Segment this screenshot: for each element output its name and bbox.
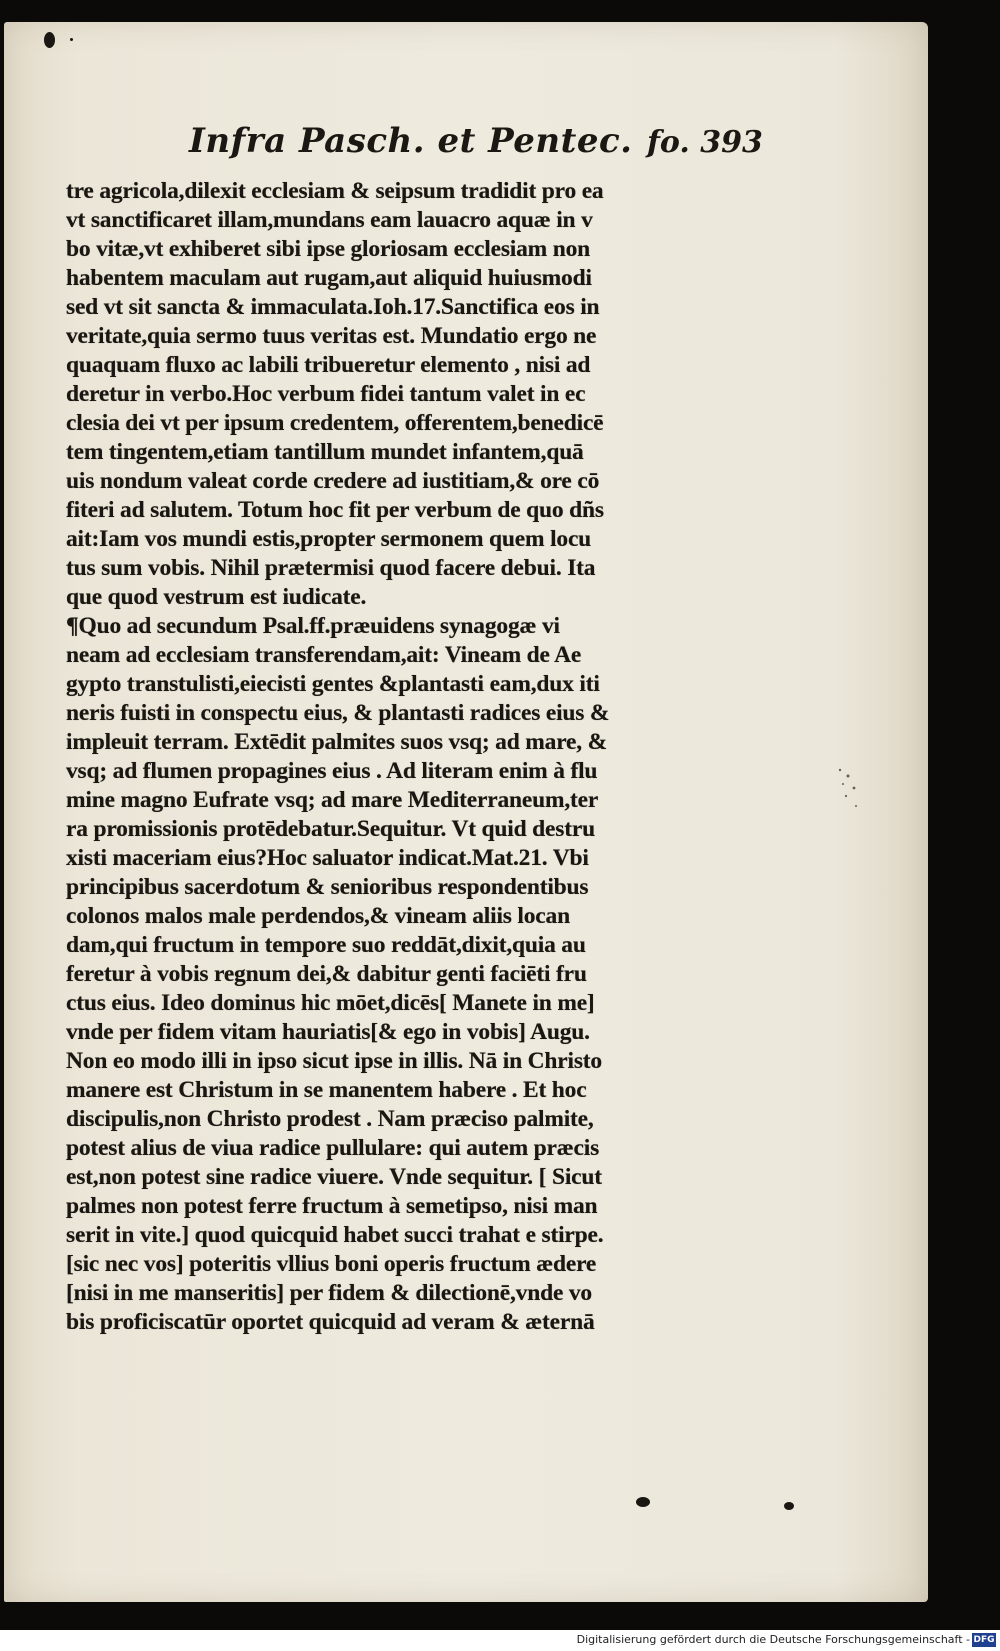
- text-line: uis nondum valeat corde credere ad iustitiam,& ore cō: [66, 468, 600, 494]
- text-line: impleuit terram. Extēdit palmites suos vsq; ad mare, &: [66, 729, 607, 755]
- book-page: [4, 22, 928, 1602]
- text-line: feretur à vobis regnum dei,& dabitur genti faciēti fru: [66, 961, 587, 987]
- folio-number: fo. 393: [647, 125, 763, 160]
- text-line: palmes non potest ferre fructum à semetipso, nisi man: [66, 1193, 598, 1219]
- margin-ink-marks: [834, 762, 864, 822]
- text-line: bis proficiscatūr oportet quicquid ad veram & æternā: [66, 1309, 595, 1335]
- digitization-note: Digitalisierung gefördert durch die Deutsche Forschungsgemeinschaft -: [576, 1633, 970, 1646]
- text-line: veritate,quia sermo tuus veritas est. Mundatio ergo ne: [66, 323, 597, 349]
- digitization-footer: [0, 1630, 1000, 1651]
- text-line: dam,qui fructum in tempore suo reddāt,dixit,quia au: [66, 932, 586, 958]
- text-line: serit in vite.] quod quicquid habet succi trahat e stirpe.: [66, 1222, 604, 1248]
- text-line: ¶Quo ad secundum Psal.ff.præuidens synagogæ vi: [66, 613, 560, 639]
- text-line: ait:Iam vos mundi estis,propter sermonem quem locu: [66, 526, 592, 552]
- text-line: fiteri ad salutem. Totum hoc fit per verbum de quo dñs: [66, 497, 604, 523]
- text-line: tem tingentem,etiam tantillum mundet infantem,quā: [66, 439, 584, 465]
- text-line: deretur in verbo.Hoc verbum fidei tantum valet in ec: [66, 381, 586, 407]
- text-line: bo vitæ,vt exhiberet sibi ipse gloriosam ecclesiam non: [66, 236, 591, 262]
- dfg-logo: DFG: [973, 1635, 995, 1645]
- ink-spot: [784, 1502, 794, 1510]
- text-line: quaquam fluxo ac labili tribueretur elemento , nisi ad: [66, 352, 591, 378]
- text-line: sed vt sit sancta & immaculata.Ioh.17.Sanctifica eos in: [66, 294, 600, 320]
- text-line: tus sum vobis. Nihil prætermisi quod facere debui. Ita: [66, 555, 596, 581]
- text-line: que quod vestrum est iudicate.: [66, 584, 367, 610]
- text-line: principibus sacerdotum & senioribus respondentibus: [66, 874, 589, 900]
- text-line: vsq; ad flumen propagines eius . Ad literam enim à flu: [66, 758, 598, 784]
- text-block: [66, 177, 746, 1337]
- text-line: est,non potest sine radice viuere. Vnde sequitur. [ Sicut: [66, 1164, 602, 1190]
- text-line: ra promissionis protēdebatur.Sequitur. Vt quid destru: [66, 816, 595, 842]
- ink-spot: [636, 1497, 650, 1507]
- text-line: neris fuisti in conspectu eius, & plantasti radices eius &: [66, 700, 610, 726]
- text-line: vt sanctificaret illam,mundans eam lauacro aquæ in v: [66, 207, 593, 233]
- ink-spot: [70, 38, 73, 41]
- text-line: tre agricola,dilexit ecclesiam & seipsum tradidit pro ea: [66, 178, 604, 204]
- text-line: clesia dei vt per ipsum credentem, offerentem,benedicē: [66, 410, 604, 436]
- text-line: Non eo modo illi in ipso sicut ipse in illis. Nā in Christo: [66, 1048, 602, 1074]
- text-line: mine magno Eufrate vsq; ad mare Mediterraneum,ter: [66, 787, 599, 813]
- text-line: colonos malos male perdendos,& vineam aliis locan: [66, 903, 570, 929]
- text-line: neam ad ecclesiam transferendam,ait: Vineam de Ae: [66, 642, 582, 668]
- running-head: [169, 115, 769, 175]
- text-line: xisti maceriam eius?Hoc saluator indicat.Mat.21. Vbi: [66, 845, 589, 871]
- running-title: Infra Pasch. et Pentec.: [189, 121, 633, 161]
- text-line: vnde per fidem vitam hauriatis[& ego in vobis] Augu.: [66, 1019, 590, 1045]
- text-line: [nisi in me manseritis] per fidem & dilectionē,vnde vo: [66, 1280, 592, 1306]
- text-line: [sic nec vos] poteritis vllius boni operis fructum ædere: [66, 1251, 597, 1277]
- text-line: manere est Christum in se manentem habere . Et hoc: [66, 1077, 587, 1103]
- text-line: habentem maculam aut rugam,aut aliquid huiusmodi: [66, 265, 592, 291]
- text-line: discipulis,non Christo prodest . Nam præciso palmite,: [66, 1106, 594, 1132]
- text-line: potest alius de viua radice pullulare: qui autem præcis: [66, 1135, 600, 1161]
- text-line: ctus eius. Ideo dominus hic mōet,dicēs[ Manete in me]: [66, 990, 595, 1016]
- ink-spot: [44, 32, 55, 48]
- text-line: gypto transtulisti,eiecisti gentes &plantasti eam,dux iti: [66, 671, 600, 697]
